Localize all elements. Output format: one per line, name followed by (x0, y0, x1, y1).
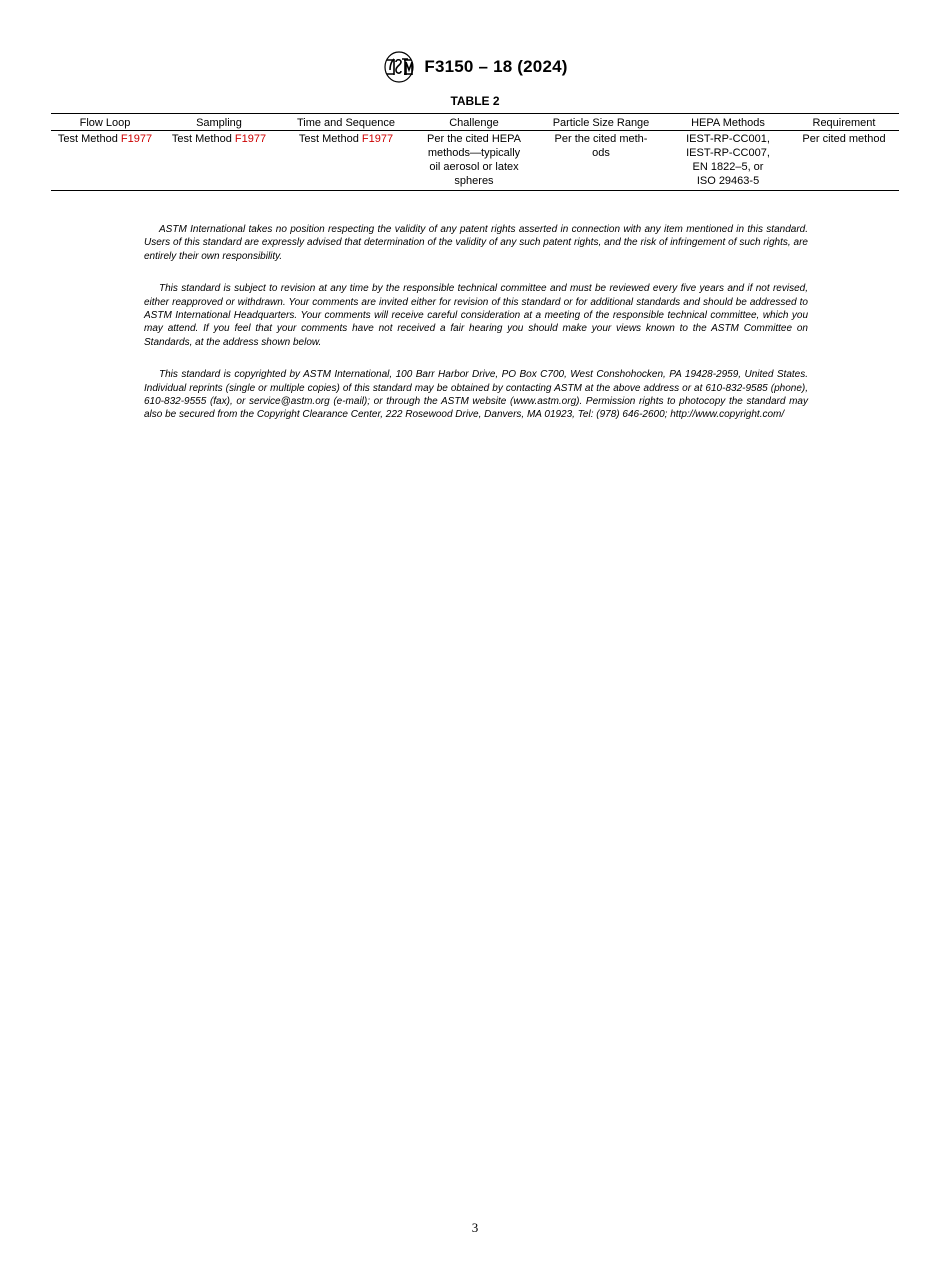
table-row (51, 131, 899, 191)
cell-line: Per the cited HEPA (427, 133, 521, 145)
table-2 (51, 113, 899, 191)
astm-logo-icon (382, 50, 416, 84)
legal-notices (144, 223, 808, 441)
cell-hepa-methods (667, 131, 789, 191)
cell-time-sequence (279, 131, 413, 191)
cell-line: EN 1822–5, or (692, 161, 764, 173)
reference-link[interactable]: F1977 (361, 133, 394, 145)
standard-designation: F3150 – 18 (2024) (424, 57, 568, 76)
column-header: HEPA Methods (667, 114, 789, 131)
column-header: Challenge (413, 114, 535, 131)
patent-notice: ASTM International takes no position respecting the validity of any patent rights asserted in connection with any item mentioned in this standard. Users of this standard are expressly advised that determination of the validity of any such patent rights, and the risk of infringement of such rights, are entirely their own responsibility. (144, 224, 808, 262)
cell-line: Per the cited meth- (554, 133, 648, 145)
column-header: Requirement (789, 114, 899, 131)
column-header: Time and Sequence (279, 114, 413, 131)
page-number: 3 (471, 1220, 479, 1235)
cell-line: oil aerosol or latex (429, 161, 519, 173)
cell-challenge (413, 131, 535, 191)
cell-text: Test Method (171, 133, 235, 145)
cell-line: spheres (454, 175, 494, 187)
column-header: Particle Size Range (535, 114, 667, 131)
cell-line: ods (592, 147, 610, 159)
cell-line: IEST-RP-CC001, (686, 133, 770, 145)
copyright-notice: This standard is copyrighted by ASTM International, 100 Barr Harbor Drive, PO Box C700, West Conshohocken, PA 19428-2959, United States. Individual reprints (single or multiple copies) of this standard may be obtained by contacting ASTM at the above address or at 610-832-9585 (phone), 610-832-9555 (fax), or service@astm.org (e-mail); or through the ASTM website (www.astm.org). Permission rights to photocopy the standard may also be secured from the Copyright Clearance Center, 222 Rosewood Drive, Danvers, MA 01923, Tel: (978) 646-2600; http://www.copyright.com/ (144, 369, 808, 421)
reference-link[interactable]: F1977 (234, 133, 267, 145)
table-title: TABLE 2 (450, 94, 500, 108)
page-header (0, 50, 950, 84)
cell-text: Test Method (298, 133, 362, 145)
cell-flow-loop (51, 131, 159, 191)
column-header: Flow Loop (51, 114, 159, 131)
reference-link[interactable]: F1977 (120, 133, 153, 145)
column-header: Sampling (159, 114, 279, 131)
table-header-row (51, 114, 899, 131)
cell-line: ISO 29463-5 (696, 175, 760, 187)
cell-particle-size (535, 131, 667, 191)
cell-line: methods—typically (427, 147, 521, 159)
cell-text: Test Method (57, 133, 121, 145)
revision-notice: This standard is subject to revision at any time by the responsible technical committee and must be reviewed every five years and if not revised, either reapproved or withdrawn. Your comments are invited either for revision of this standard or for additional standards and should be addressed to ASTM International Headquarters. Your comments will receive careful consideration at a meeting of the responsible technical committee, which you may attend. If you feel that your comments have not received a fair hearing you should make your views known to the ASTM Committee on Standards, at the address shown below. (144, 283, 808, 348)
cell-line: IEST-RP-CC007, (686, 147, 770, 159)
cell-requirement: Per cited method (789, 131, 899, 191)
cell-sampling (159, 131, 279, 191)
